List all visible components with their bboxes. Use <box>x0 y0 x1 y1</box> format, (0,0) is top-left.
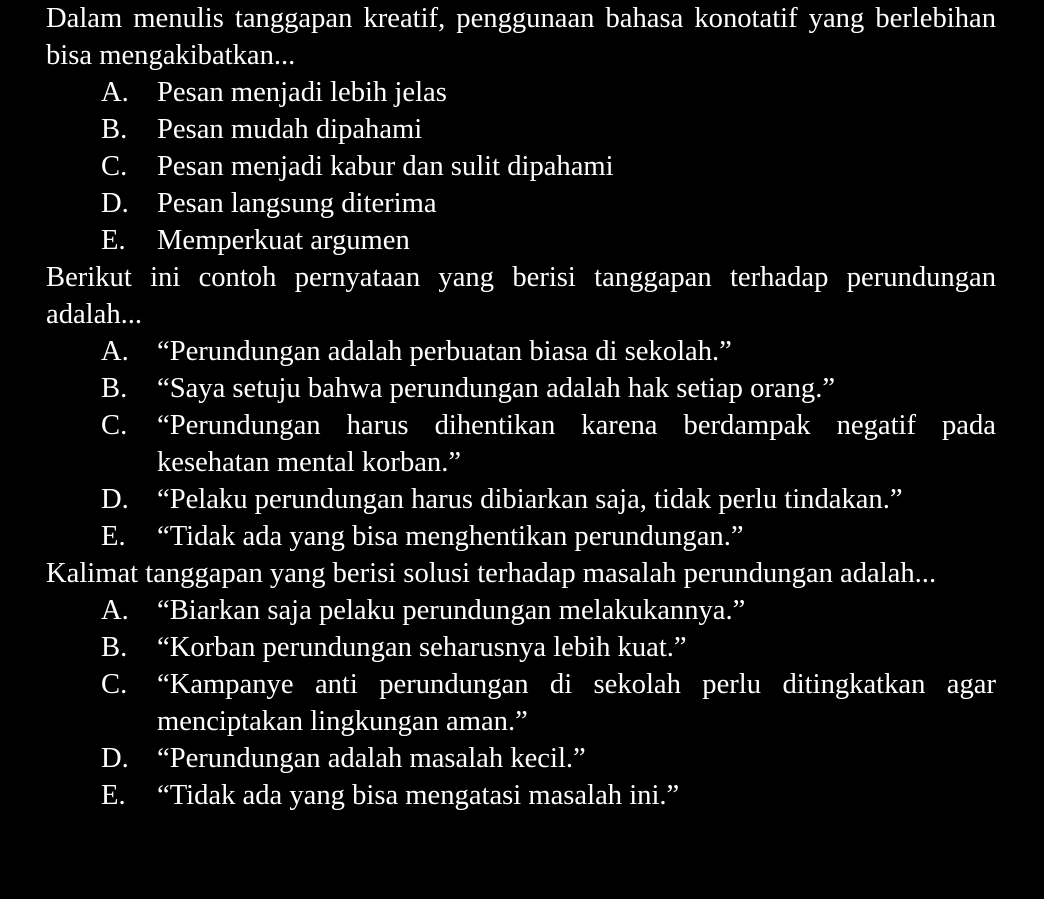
options-list <box>46 592 996 814</box>
option-letter: E. <box>101 225 126 256</box>
option-a[interactable] <box>46 592 996 629</box>
option-a[interactable] <box>46 333 996 370</box>
option-letter: C. <box>101 151 128 182</box>
option-text: Pesan mudah dipahami <box>157 114 423 145</box>
option-text: Pesan menjadi lebih jelas <box>157 77 447 108</box>
option-text: Memperkuat argumen <box>157 225 410 256</box>
option-letter: B. <box>101 114 128 145</box>
option-text: Pesan langsung diterima <box>157 188 437 219</box>
option-c[interactable] <box>46 407 996 481</box>
option-letter: D. <box>101 484 129 515</box>
option-letter: A. <box>101 77 129 108</box>
option-a[interactable] <box>46 74 996 111</box>
option-letter: C. <box>101 669 128 700</box>
option-letter: B. <box>101 632 128 663</box>
option-c[interactable] <box>46 666 996 740</box>
option-e[interactable] <box>46 777 996 814</box>
option-letter: D. <box>101 743 129 774</box>
option-text: Pesan menjadi kabur dan sulit dipahami <box>157 151 614 182</box>
option-d[interactable] <box>46 185 996 222</box>
question-text: Berikut ini contoh pernyataan yang berisi tanggapan terhadap perundungan adalah... <box>46 262 996 330</box>
option-letter: A. <box>101 336 129 367</box>
option-d[interactable] <box>46 481 996 518</box>
option-text: “Korban perundungan seharusnya lebih kuat.” <box>157 632 687 663</box>
option-e[interactable] <box>46 518 996 555</box>
option-text: “Perundungan harus dihentikan karena berdampak negatif pada kesehatan mental korban.” <box>157 410 996 478</box>
option-letter: C. <box>101 410 128 441</box>
question-1 <box>46 0 996 259</box>
option-c[interactable] <box>46 148 996 185</box>
option-text: “Tidak ada yang bisa mengatasi masalah ini.” <box>157 780 680 811</box>
option-text: “Tidak ada yang bisa menghentikan perundungan.” <box>157 521 744 552</box>
option-e[interactable] <box>46 222 996 259</box>
option-letter: E. <box>101 521 126 552</box>
option-text: “Saya setuju bahwa perundungan adalah hak setiap orang.” <box>157 373 836 404</box>
option-text: “Pelaku perundungan harus dibiarkan saja, tidak perlu tindakan.” <box>157 484 903 515</box>
option-b[interactable] <box>46 370 996 407</box>
question-text: Kalimat tanggapan yang berisi solusi terhadap masalah perundungan adalah... <box>46 558 937 589</box>
option-letter: B. <box>101 373 128 404</box>
option-text: “Biarkan saja pelaku perundungan melakukannya.” <box>157 595 746 626</box>
options-list <box>46 74 996 259</box>
question-text: Dalam menulis tanggapan kreatif, penggunaan bahasa konotatif yang berlebihan bisa mengakibatkan... <box>46 3 996 71</box>
option-letter: D. <box>101 188 129 219</box>
question-3 <box>46 555 996 814</box>
options-list <box>46 333 996 555</box>
option-b[interactable] <box>46 629 996 666</box>
option-b[interactable] <box>46 111 996 148</box>
option-letter: E. <box>101 780 126 811</box>
option-text: “Perundungan adalah perbuatan biasa di sekolah.” <box>157 336 732 367</box>
option-text: “Kampanye anti perundungan di sekolah perlu ditingkatkan agar menciptakan lingkungan aman.” <box>157 669 996 737</box>
question-2 <box>46 259 996 555</box>
option-letter: A. <box>101 595 129 626</box>
option-d[interactable] <box>46 740 996 777</box>
option-text: “Perundungan adalah masalah kecil.” <box>157 743 586 774</box>
